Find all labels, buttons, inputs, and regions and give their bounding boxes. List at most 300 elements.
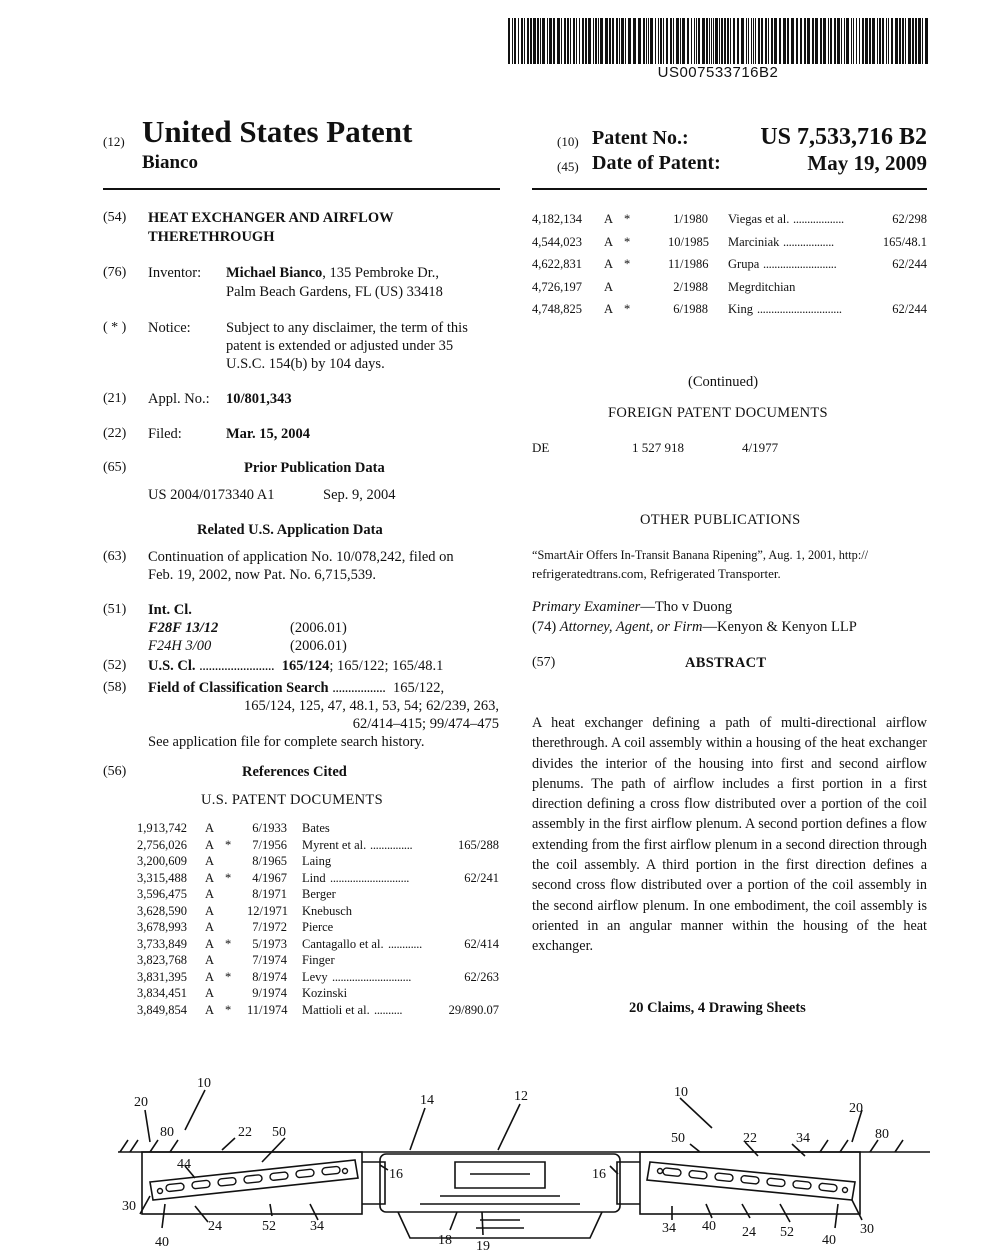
citation-name: Cantagallo et al. xyxy=(302,936,384,951)
coil-slot xyxy=(793,1180,812,1189)
citation-no: 3,831,395 xyxy=(137,969,187,984)
int-cl-2: F24H 3/00 xyxy=(148,638,212,654)
citation-kind: A xyxy=(205,969,215,984)
barcode-bar xyxy=(721,18,723,64)
barcode-bar xyxy=(787,18,789,64)
citation-star: * xyxy=(225,870,232,885)
citation-no: 4,182,134 xyxy=(532,212,582,226)
citation-cls: 29/890.07 xyxy=(448,1002,499,1017)
citation-kind: A xyxy=(604,212,614,226)
citation-no: 4,726,197 xyxy=(532,279,582,294)
barcode-bar xyxy=(761,18,763,64)
barcode-bar xyxy=(694,18,695,64)
barcode-bar xyxy=(512,18,513,64)
citation-date: 8/1974 xyxy=(252,969,287,984)
barcode-bar xyxy=(733,18,735,64)
references-heading: References Cited xyxy=(242,764,347,780)
barcode-bar xyxy=(696,18,697,64)
barcode-bar xyxy=(643,18,645,64)
examiner-label: Primary Examiner xyxy=(532,599,641,615)
label-16a: 16 xyxy=(389,1167,403,1182)
barcode-bar xyxy=(783,18,786,64)
code-22: (22) xyxy=(103,426,127,441)
examiner-name: —Tho v Duong xyxy=(640,599,733,615)
code-63: (63) xyxy=(103,549,127,564)
barcode-bar xyxy=(791,18,794,64)
citation-name: Grupa xyxy=(728,257,760,271)
label-50a: 50 xyxy=(272,1125,286,1140)
barcode-bar xyxy=(540,18,541,64)
citation-star: * xyxy=(624,302,631,316)
coil-slot xyxy=(767,1178,786,1187)
field-search-line2: 165/124, 125, 47, 48.1, 53, 54; 62/239, 263, xyxy=(244,698,499,714)
prior-pub-date: Sep. 9, 2004 xyxy=(323,487,396,503)
label-34a: 34 xyxy=(310,1219,324,1234)
other-pub-line2: refrigeratedtrans.com, Refrigerated Transporter. xyxy=(532,566,781,581)
citation-cls: 62/414 xyxy=(464,936,499,951)
barcode-bar xyxy=(899,18,901,64)
citation-name: Laing xyxy=(302,854,332,868)
us-cl-label: U.S. Cl. xyxy=(148,658,196,674)
barcode-bar xyxy=(553,18,555,64)
citation-star: * xyxy=(225,969,232,984)
coil-slot xyxy=(322,1166,341,1175)
citation-cls: 62/244 xyxy=(892,257,927,271)
barcode-bar xyxy=(518,18,519,64)
barcode-bar xyxy=(815,18,818,64)
citation-dots: ............................ xyxy=(330,870,410,885)
citation-date: 10/1985 xyxy=(668,234,709,249)
barcode-bar xyxy=(521,18,523,64)
barcode-bar xyxy=(508,18,510,64)
label-34c: 34 xyxy=(662,1221,676,1236)
citation-no: 3,596,475 xyxy=(137,887,187,901)
citation-kind: A xyxy=(205,854,215,868)
label-10b: 10 xyxy=(674,1085,688,1100)
citation-no: 3,200,609 xyxy=(137,854,187,868)
citation-kind: A xyxy=(205,1002,215,1017)
attorney-label: Attorney, Agent, or Firm xyxy=(559,619,703,635)
barcode-bar xyxy=(570,18,571,64)
citation-name: Bates xyxy=(302,821,330,835)
prior-pub-no: US 2004/0173340 A1 xyxy=(148,487,275,503)
citation-cls: 62/241 xyxy=(464,870,499,885)
barcode-bar xyxy=(595,18,597,64)
other-pubs-heading: OTHER PUBLICATIONS xyxy=(640,512,801,528)
label-18: 18 xyxy=(438,1233,452,1248)
label-24b: 24 xyxy=(742,1225,756,1240)
barcode-bar xyxy=(768,18,769,64)
citation-date: 1/1980 xyxy=(673,212,708,226)
label-40c: 40 xyxy=(822,1233,836,1248)
title-line2: THERETHROUGH xyxy=(148,229,275,245)
label-19: 19 xyxy=(476,1239,490,1254)
barcode-bar xyxy=(925,18,928,64)
barcode-bar xyxy=(702,18,705,64)
label-24a: 24 xyxy=(208,1219,222,1234)
barcode-bar xyxy=(658,18,659,64)
inventor-address2: Palm Beach Gardens, FL (US) 33418 xyxy=(226,284,443,300)
abstract-text: A heat exchanger defining a path of multi-directional airflow therethrough. A coil assembly within a housing of the heat exchanger divides the interior of the housing into first and second airflow plenums. The path of airflow includes a first portion in a first direction defining a cross flow distributed over a portion of the coil assembly in the first airflow plenum. A second portion defines a flow extending from the first airflow plenum in a second direction through the coil assembly. A third portion in the first direction defines a second cross flow distributed over a portion of the coil assembly in the second airflow plenum. In one embodiment, the coil assembly is oriented in an angular manner within the housing of the heat exchanger. xyxy=(532,715,927,955)
barcode-bar xyxy=(807,18,810,64)
barcode-bar xyxy=(830,18,832,64)
barcode-bar xyxy=(648,18,649,64)
coil-slot xyxy=(819,1183,838,1192)
filed-label: Filed: xyxy=(148,426,182,442)
patent-date: May 19, 2009 xyxy=(807,151,927,175)
coil-slot xyxy=(166,1183,185,1192)
barcode-bar xyxy=(542,18,545,64)
barcode-bar xyxy=(765,18,767,64)
roof-hatch-right xyxy=(820,1140,903,1152)
barcode-bar xyxy=(527,18,529,64)
citation-date: 2/1988 xyxy=(673,279,708,294)
us-cl-rest: ; 165/122; 165/48.1 xyxy=(329,658,444,674)
barcode-bar xyxy=(730,18,731,64)
citation-dots: .......... xyxy=(374,1002,403,1017)
label-52b: 52 xyxy=(780,1225,794,1240)
barcode-bar xyxy=(902,18,904,64)
citation-cls: 165/48.1 xyxy=(882,234,927,249)
code-notice: ( * ) xyxy=(103,320,127,335)
inventor-name: Michael Bianco xyxy=(226,265,323,281)
barcode-bar xyxy=(557,18,560,64)
label-44: 44 xyxy=(177,1157,191,1172)
continued-label: (Continued) xyxy=(688,374,759,390)
citation-no: 3,849,854 xyxy=(137,1002,187,1017)
coil-slot xyxy=(715,1173,734,1182)
coil-slot xyxy=(192,1180,211,1189)
inventor-line1 xyxy=(226,265,439,282)
barcode-bar xyxy=(537,18,539,64)
barcode-bar xyxy=(628,18,631,64)
citation-cls: 62/244 xyxy=(892,302,927,316)
field-search-note: See application file for complete search history. xyxy=(148,734,425,750)
foreign-no: 1 527 918 xyxy=(632,440,684,455)
citation-date: 12/1971 xyxy=(247,903,288,918)
citation-kind: A xyxy=(205,870,215,885)
citation-no: 3,823,768 xyxy=(137,953,187,967)
barcode-bar xyxy=(748,18,749,64)
notice-label: Notice: xyxy=(148,320,191,336)
citation-name: Myrent et al. xyxy=(302,837,367,852)
barcode-bar xyxy=(922,18,923,64)
citation-date: 7/1974 xyxy=(252,953,287,967)
citation-cls: 62/298 xyxy=(892,212,927,226)
barcode-bar xyxy=(598,18,599,64)
citation-cls: 62/263 xyxy=(464,969,499,984)
barcode-bar xyxy=(812,18,814,64)
barcode-bar xyxy=(888,18,889,64)
int-cl-1-version: (2006.01) xyxy=(290,620,347,636)
label-20a: 20 xyxy=(134,1095,148,1110)
field-search-line3: 62/414–415; 99/474–475 xyxy=(352,716,499,732)
attorney-name: —Kenyon & Kenyon LLP xyxy=(702,619,857,635)
field-search-end: 165/122, xyxy=(392,680,445,696)
coil-slot xyxy=(218,1177,237,1186)
label-50b: 50 xyxy=(671,1131,685,1146)
barcode-bar xyxy=(746,18,747,64)
barcode-bar xyxy=(638,18,641,64)
citation-kind: A xyxy=(604,257,614,271)
patent-title: United States Patent xyxy=(142,114,413,149)
continuation-line1: Continuation of application No. 10/078,242, filed on xyxy=(148,549,454,565)
claims-summary: 20 Claims, 4 Drawing Sheets xyxy=(629,1000,806,1016)
barcode-bar xyxy=(616,18,618,64)
barcode-bar xyxy=(713,18,714,64)
barcode-bar xyxy=(834,18,836,64)
citation-date: 4/1967 xyxy=(252,870,287,885)
coil-end-marker xyxy=(843,1188,848,1193)
barcode-bar xyxy=(779,18,781,64)
foreign-date: 4/1977 xyxy=(742,440,779,455)
barcode-bar xyxy=(891,18,893,64)
citation-name: Mattioli et al. xyxy=(302,1002,370,1017)
patent-drawing xyxy=(0,1070,1000,1255)
barcode-bar xyxy=(905,18,906,64)
code-57: (57) xyxy=(532,655,556,670)
barcode-bar xyxy=(758,18,760,64)
barcode-bar xyxy=(727,18,729,64)
citation-star: * xyxy=(624,234,631,249)
citation-no: 3,678,993 xyxy=(137,920,187,934)
label-16b: 16 xyxy=(592,1167,606,1182)
int-cl-label: Int. Cl. xyxy=(148,602,192,618)
other-pub-line1: “SmartAir Offers In-Transit Banana Ripening”, Aug. 1, 2001, http:// xyxy=(532,548,869,562)
barcode-bar xyxy=(918,18,921,64)
coil-slot xyxy=(663,1168,682,1177)
label-52a: 52 xyxy=(262,1219,276,1234)
barcode-bar xyxy=(796,18,798,64)
barcode-bar xyxy=(588,18,591,64)
barcode-bar xyxy=(619,18,620,64)
code-10: (10) xyxy=(557,134,579,149)
us-cl-main: 165/124 xyxy=(281,658,330,674)
code-12: (12) xyxy=(103,134,125,149)
barcode-bar xyxy=(533,18,536,64)
barcode-bar xyxy=(719,18,720,64)
barcode-bar xyxy=(676,18,679,64)
barcode-bar xyxy=(915,18,917,64)
label-34b: 34 xyxy=(796,1131,810,1146)
barcode-bar xyxy=(882,18,884,64)
label-80a: 80 xyxy=(160,1125,174,1140)
citation-kind: A xyxy=(604,279,614,294)
field-search-line1 xyxy=(148,680,444,697)
citation-name: Knebusch xyxy=(302,903,352,918)
left-duct xyxy=(362,1162,385,1204)
barcode-bar xyxy=(633,18,636,64)
label-22a: 22 xyxy=(238,1125,252,1140)
barcode-bar xyxy=(663,18,664,64)
barcode-bar xyxy=(600,18,603,64)
barcode-text: US007533716B2 xyxy=(657,64,779,81)
label-14: 14 xyxy=(420,1093,434,1108)
barcode-bar xyxy=(567,18,569,64)
inventor-address1: , 135 Pembroke Dr., xyxy=(322,265,440,281)
barcode-bar xyxy=(771,18,773,64)
citation-name: Levy xyxy=(302,969,328,984)
citation-date: 7/1956 xyxy=(252,837,287,852)
center-base xyxy=(398,1212,602,1238)
notice-line2: patent is extended or adjusted under 35 xyxy=(226,338,454,354)
barcode-bar xyxy=(800,18,802,64)
inventor-surname: Bianco xyxy=(142,152,198,173)
us-cl-line xyxy=(148,658,443,675)
notice-line3: U.S.C. 154(b) by 104 days. xyxy=(226,356,385,372)
citation-date: 11/1974 xyxy=(247,1002,288,1017)
citation-dots: .................. xyxy=(793,212,844,226)
citation-date: 6/1988 xyxy=(673,302,708,316)
barcode-bar xyxy=(514,18,516,64)
abstract-heading: ABSTRACT xyxy=(685,655,767,671)
attorney-line xyxy=(532,619,857,636)
barcode-bar xyxy=(837,18,840,64)
citation-date: 6/1933 xyxy=(252,821,287,835)
header-rule-left xyxy=(103,188,500,190)
citation-star: * xyxy=(225,1002,232,1017)
label-10a: 10 xyxy=(197,1076,211,1091)
field-search-dots: ................. xyxy=(332,680,386,696)
citation-no: 3,315,488 xyxy=(137,870,187,885)
title-line1: HEAT EXCHANGER AND AIRFLOW xyxy=(148,210,394,226)
code-65: (65) xyxy=(103,460,127,475)
foreign-country: DE xyxy=(532,440,550,455)
barcode-bar xyxy=(715,18,718,64)
inventor-label: Inventor: xyxy=(148,265,202,281)
field-search-label: Field of Classification Search xyxy=(148,680,329,696)
code-76: (76) xyxy=(103,265,127,280)
barcode-bar xyxy=(912,18,914,64)
barcode-bar xyxy=(865,18,868,64)
barcode-bar xyxy=(673,18,674,64)
label-80b: 80 xyxy=(875,1127,889,1142)
citation-name: Berger xyxy=(302,887,336,901)
barcode-bar xyxy=(621,18,624,64)
code-45: (45) xyxy=(557,159,579,174)
citation-dots: .................. xyxy=(783,234,834,249)
barcode-bar xyxy=(823,18,826,64)
citation-kind: A xyxy=(205,821,215,835)
barcode-bar xyxy=(862,18,864,64)
related-heading: Related U.S. Application Data xyxy=(197,522,383,538)
citation-star: * xyxy=(225,936,232,951)
barcode-bar xyxy=(851,18,852,64)
citation-name: Kozinski xyxy=(302,986,348,1000)
citation-dots: ............... xyxy=(370,837,413,852)
citation-date: 7/1972 xyxy=(252,920,287,934)
header-rule-right xyxy=(532,188,927,190)
barcode-bar xyxy=(605,18,608,64)
appl-no-label: Appl. No.: xyxy=(148,391,210,407)
citation-kind: A xyxy=(205,903,215,918)
barcode-bar xyxy=(844,18,845,64)
patent-number: US 7,533,716 B2 xyxy=(760,124,927,150)
barcode-bar xyxy=(582,18,584,64)
citation-name: Viegas et al. xyxy=(728,212,790,226)
citation-kind: A xyxy=(205,936,215,951)
barcode-bar xyxy=(856,18,857,64)
citation-no: 1,913,742 xyxy=(137,821,187,835)
barcode-bar xyxy=(576,18,577,64)
citation-kind: A xyxy=(205,953,215,967)
notice-line1: Subject to any disclaimer, the term of this xyxy=(226,320,468,336)
citation-name: Marciniak xyxy=(728,234,780,249)
citation-kind: A xyxy=(205,837,215,852)
barcode-bar xyxy=(869,18,871,64)
citation-no: 4,622,831 xyxy=(532,257,582,271)
citation-star: * xyxy=(624,212,631,226)
coil-end-marker xyxy=(158,1189,163,1194)
barcode-bar xyxy=(709,18,710,64)
barcode-bar xyxy=(737,18,739,64)
barcode-bar xyxy=(828,18,829,64)
barcode-bar xyxy=(646,18,647,64)
citation-no: 3,628,590 xyxy=(137,903,187,918)
int-cl-1: F28F 13/12 xyxy=(148,620,219,636)
citation-kind: A xyxy=(604,234,614,249)
barcode-bar xyxy=(804,18,806,64)
examiner-line xyxy=(532,599,732,616)
citation-cls: 165/288 xyxy=(458,837,499,852)
barcode-bar xyxy=(655,18,656,64)
barcode-bar xyxy=(564,18,566,64)
code-54: (54) xyxy=(103,210,127,225)
barcode-bar xyxy=(820,18,822,64)
barcode-bar xyxy=(755,18,756,64)
foreign-heading: FOREIGN PATENT DOCUMENTS xyxy=(608,405,828,421)
citation-name: King xyxy=(728,302,753,316)
barcode-bar xyxy=(687,18,689,64)
barcode-bar xyxy=(886,18,887,64)
citation-dots: .......................... xyxy=(763,257,837,271)
citation-dots: ............................ xyxy=(332,969,412,984)
citation-date: 9/1974 xyxy=(252,986,287,1000)
citation-kind: A xyxy=(205,920,215,934)
coil-slot xyxy=(689,1170,708,1179)
barcode-bar xyxy=(579,18,580,64)
barcode-bar xyxy=(547,18,548,64)
coil-slot xyxy=(296,1169,315,1178)
barcode-bar xyxy=(573,18,575,64)
citation-dots: ............ xyxy=(388,936,422,951)
barcode-bar xyxy=(724,18,726,64)
label-22b: 22 xyxy=(743,1131,757,1146)
barcode-bar xyxy=(682,18,685,64)
barcode-bar xyxy=(698,18,700,64)
barcode-bar xyxy=(625,18,626,64)
barcode-bar xyxy=(908,18,911,64)
barcode-bar xyxy=(841,18,842,64)
code-52: (52) xyxy=(103,658,127,673)
barcode-bar xyxy=(609,18,611,64)
prior-pub-heading: Prior Publication Data xyxy=(244,460,385,476)
barcode-bar xyxy=(853,18,854,64)
citation-name: Pierce xyxy=(302,920,334,934)
filed-value: Mar. 15, 2004 xyxy=(226,426,311,442)
barcode xyxy=(508,18,928,64)
barcode-bar xyxy=(666,18,668,64)
coil-end-marker xyxy=(343,1169,348,1174)
barcode-bar xyxy=(879,18,881,64)
citation-kind: A xyxy=(205,986,215,1000)
citation-star: * xyxy=(225,837,232,852)
attorney-code: (74) xyxy=(532,619,557,635)
label-30b: 30 xyxy=(860,1222,874,1237)
citation-date: 5/1973 xyxy=(252,936,287,951)
coil-slot xyxy=(741,1175,760,1184)
citation-kind: A xyxy=(604,302,614,316)
